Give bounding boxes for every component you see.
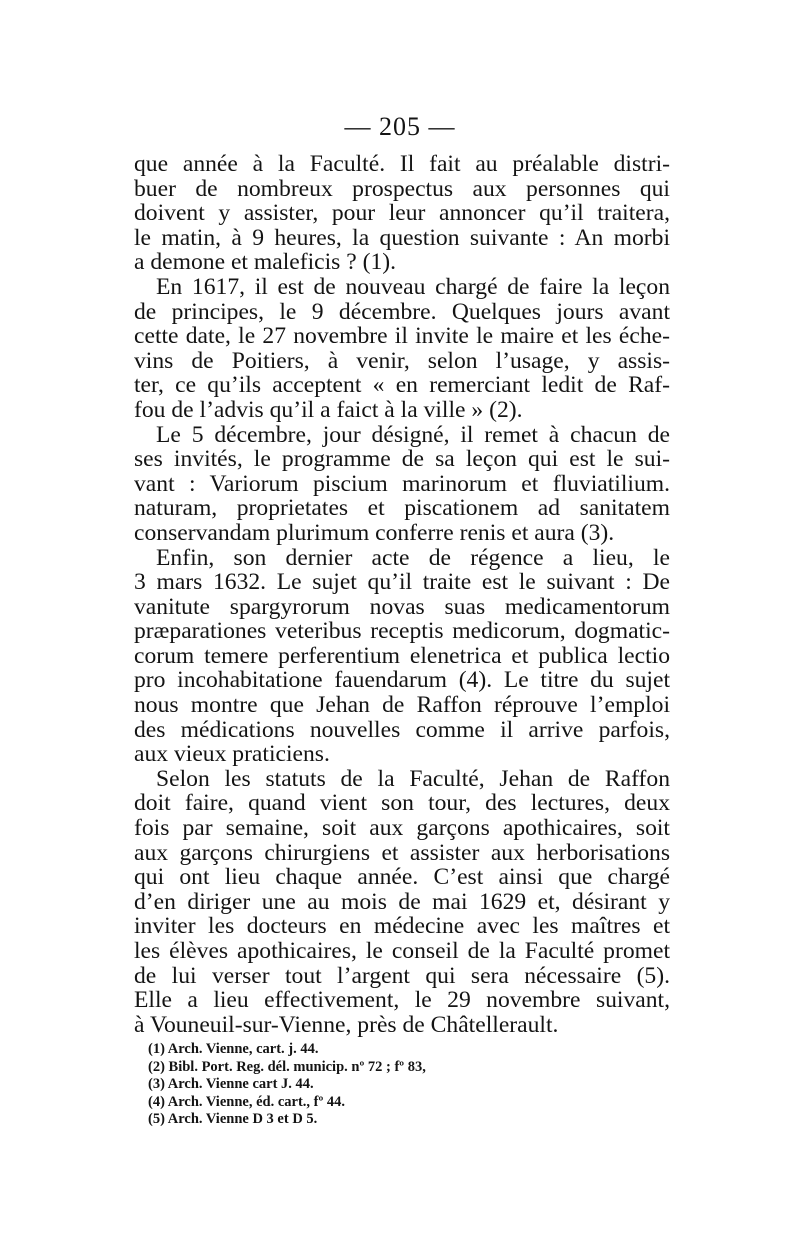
text-line: de lui verser tout l’argent qui sera nécessaire (5). <box>134 962 670 989</box>
text-line: fou de l’advis qu’il a faict à la ville » (2). <box>134 396 523 423</box>
text-line: aux garçons chirurgiens et assister aux herborisations <box>134 839 670 866</box>
page-number: — 205 — <box>344 112 456 141</box>
text-line: vant : Variorum piscium marinorum et fluviatilium. <box>134 470 670 497</box>
footnote: (5) Arch. Vienne D 3 et D 5. <box>148 1111 318 1128</box>
text-line: doit faire, quand vient son tour, des lectures, deux <box>134 790 670 817</box>
text-line: inviter les docteurs en médecine avec les maîtres et <box>134 913 670 940</box>
footnote: (2) Bibl. Port. Reg. dél. municip. nº 72 ; fº 83, <box>148 1058 426 1075</box>
footnote: (4) Arch. Vienne, éd. cart., fº 44. <box>148 1093 346 1110</box>
text-line: 3 mars 1632. Le sujet qu’il traite est le suivant : De <box>134 569 670 596</box>
text-line: naturam, proprietates et piscationem ad sanitatem <box>134 495 670 522</box>
footnotes <box>148 1041 668 1129</box>
text-line: de principes, le 9 décembre. Quelques jours avant <box>134 298 670 325</box>
text-line: vins de Poitiers, à venir, selon l’usage, y assis- <box>134 347 670 374</box>
text-line: buer de nombreux prospectus aux personnes qui <box>134 175 670 202</box>
text-line: les élèves apothicaires, le conseil de la Faculté promet <box>134 938 670 964</box>
text-line: ses invités, le programme de sa leçon qui est le sui- <box>134 446 670 473</box>
text-line: nous montre que Jehan de Raffon réprouve l’emploi <box>134 692 670 719</box>
text-line: qui ont lieu chaque année. C’est ainsi que chargé <box>134 864 670 891</box>
text-line: d’en diriger une au mois de mai 1629 et, désirant y <box>134 888 670 915</box>
text-line: præparationes veteribus receptis medicorum, dogmatic- <box>134 618 670 645</box>
text-line: conservandam plurimum conferre renis et aura (3). <box>134 519 615 546</box>
text-line: cette date, le 27 novembre il invite le maire et les éche- <box>134 323 670 350</box>
text-line: des médications nouvelles comme il arrive parfois, <box>134 716 670 743</box>
text-line: Selon les statuts de la Faculté, Jehan de Raffon <box>156 765 670 792</box>
text-line: pro incohabitatione fauendarum (4). Le titre du sujet <box>134 667 670 694</box>
text-line: aux vieux praticiens. <box>134 741 330 768</box>
text-line: à Vouneuil-sur-Vienne, près de Châtellerault. <box>134 1011 559 1038</box>
text-line: En 1617, il est de nouveau chargé de faire la leçon <box>156 273 670 300</box>
text-line: le matin, à 9 heures, la question suivante : An morbi <box>134 224 670 251</box>
body-text <box>134 152 670 1037</box>
text-line: que année à la Faculté. Il fait au préalable distri- <box>134 151 670 177</box>
text-line: a demone et maleficis ? (1). <box>134 249 397 276</box>
text-line: fois par semaine, soit aux garçons apothicaires, soit <box>134 815 670 842</box>
text-line: doivent y assister, pour leur annoncer qu’il traitera, <box>134 200 670 227</box>
text-line: Enfin, son dernier acte de régence a lieu, le <box>156 544 670 571</box>
footnote: (3) Arch. Vienne cart J. 44. <box>148 1076 314 1093</box>
footnote: (1) Arch. Vienne, cart. j. 44. <box>148 1041 319 1057</box>
text-line: Le 5 décembre, jour désigné, il remet à chacun de <box>156 421 670 448</box>
text-line: Elle a lieu effectivement, le 29 novembre suivant, <box>134 987 670 1014</box>
text-line: corum temere perferentium elenetrica et publica lectio <box>134 642 670 669</box>
text-line: vanitute spargyrorum novas suas medicamentorum <box>134 593 670 620</box>
text-line: ter, ce qu’ils acceptent « en remerciant ledit de Raf- <box>134 372 670 399</box>
